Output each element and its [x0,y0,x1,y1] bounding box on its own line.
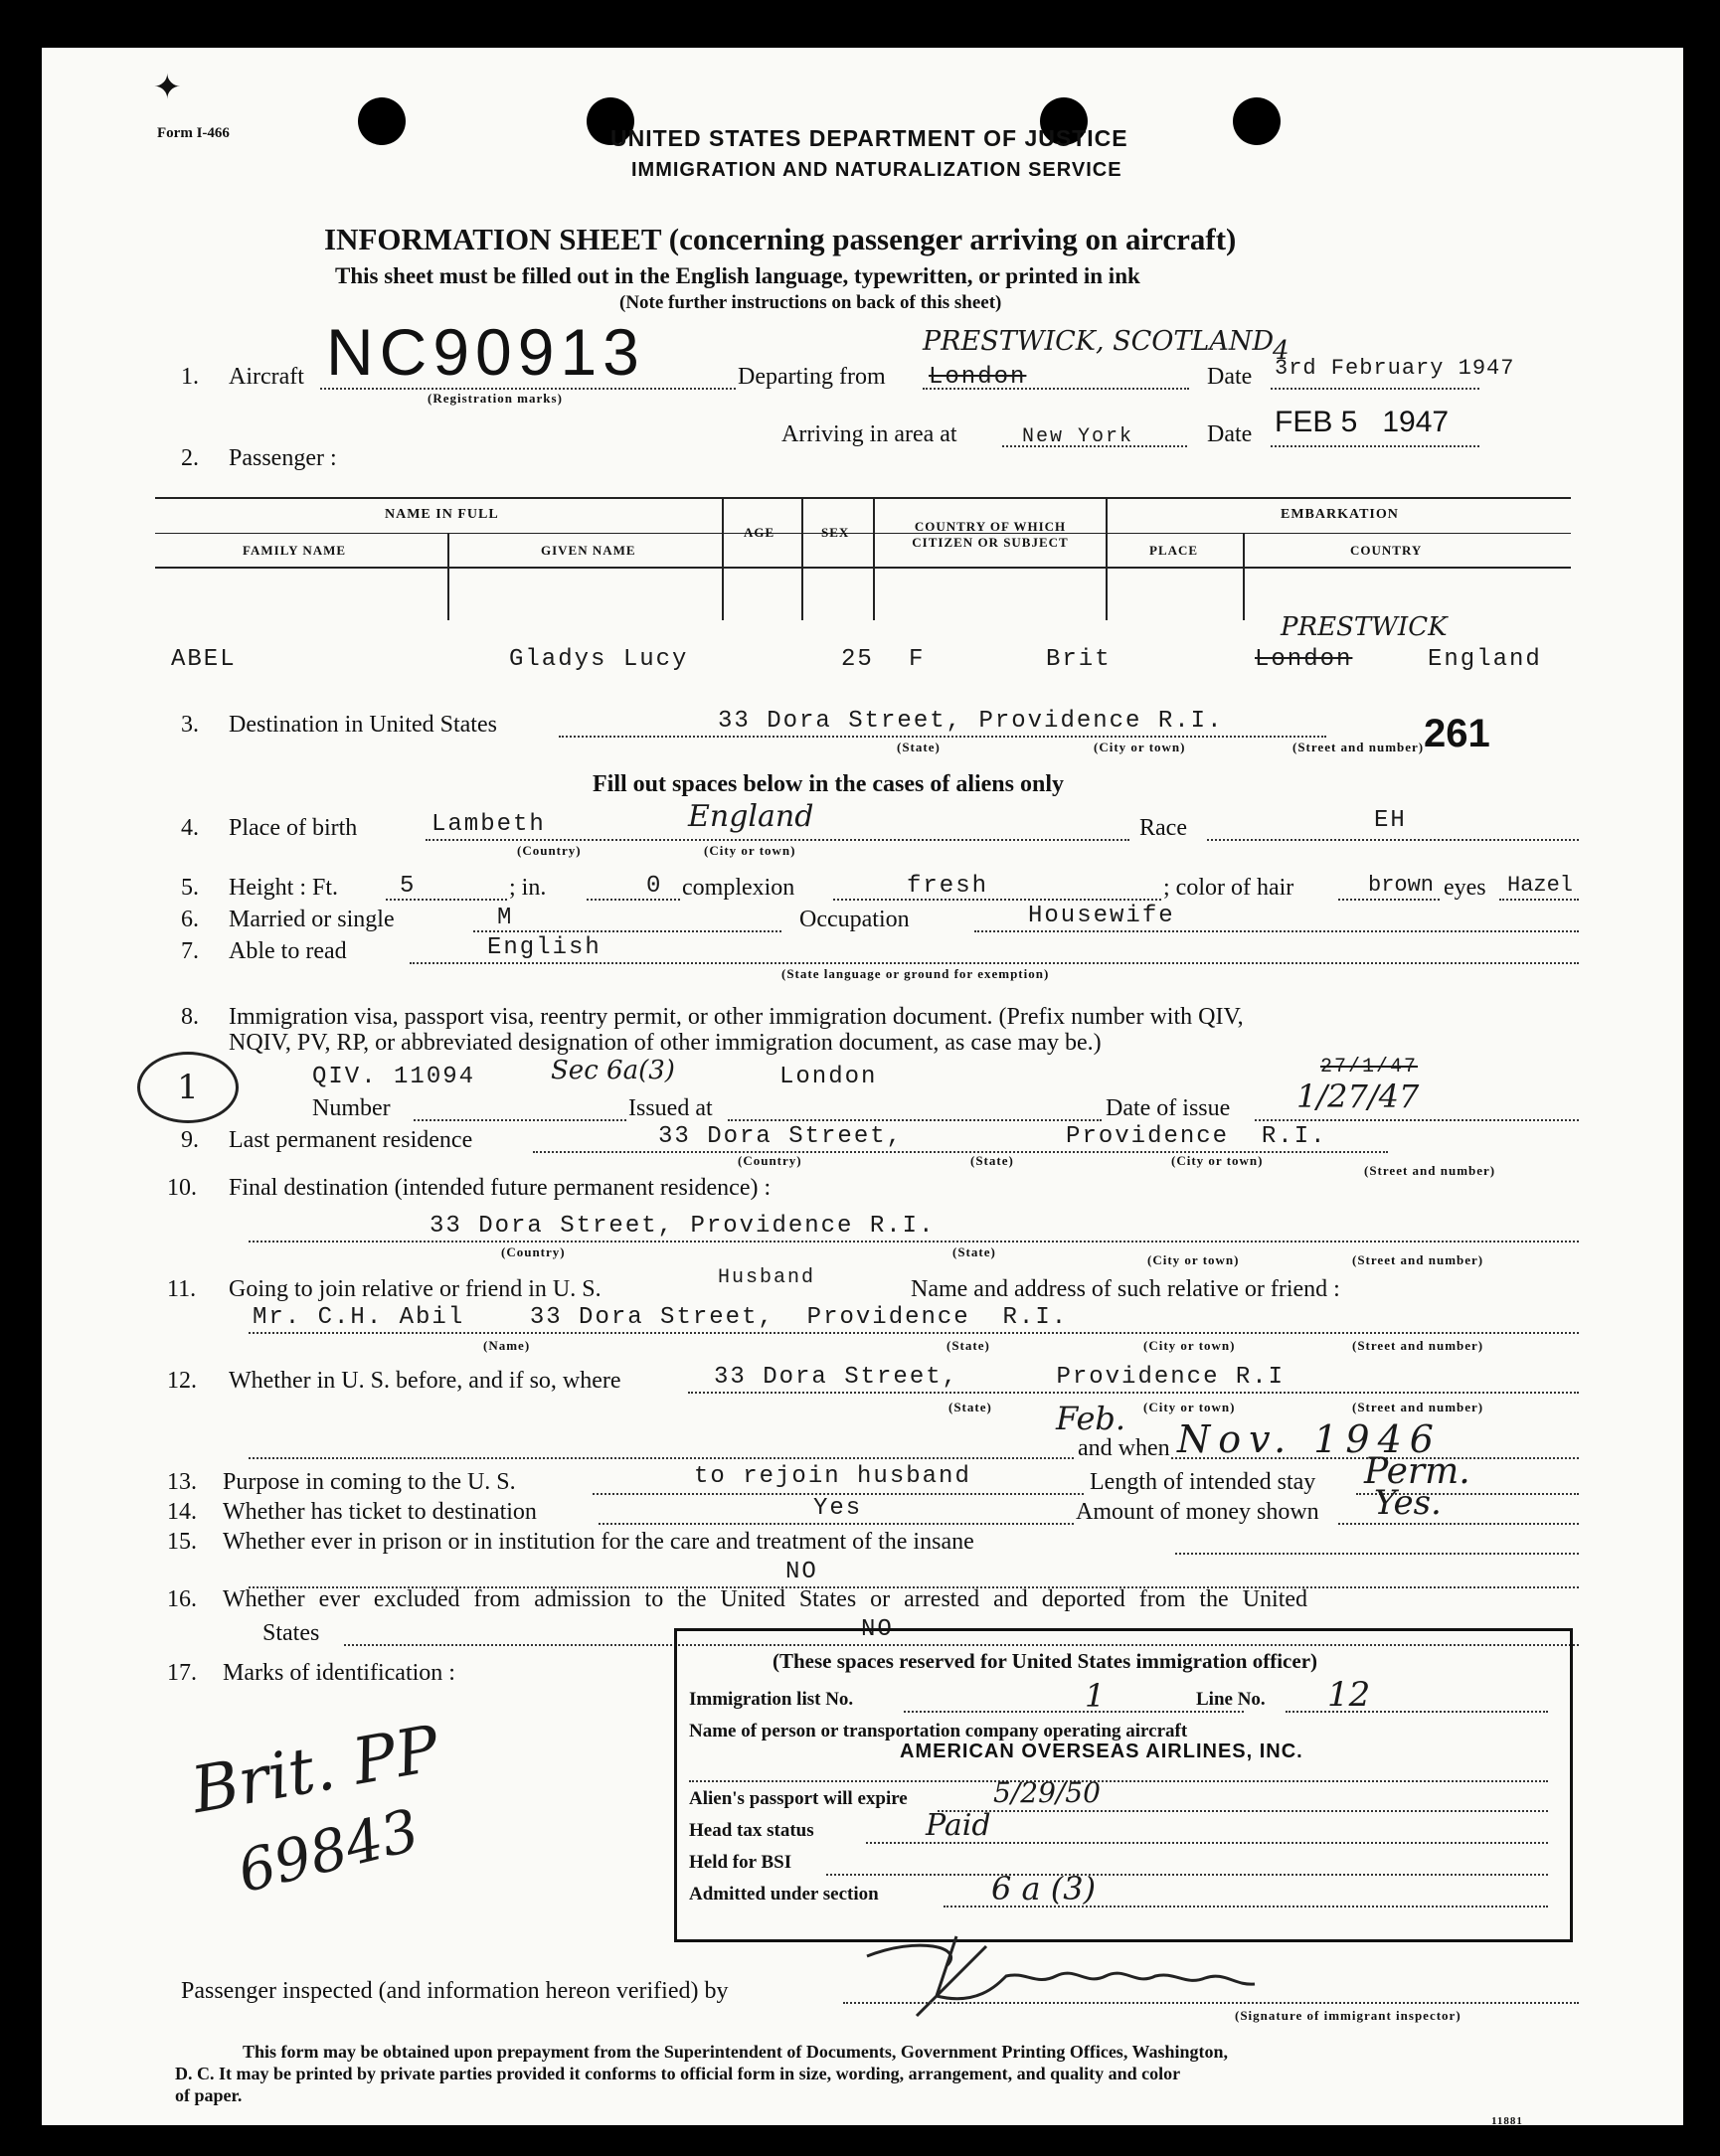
money-value: Yes. [1374,1483,1442,1523]
q16-number: 16. [167,1586,197,1612]
identification-hand-1: Brit. PP [186,1712,445,1829]
list-number-value: 1 [1085,1677,1106,1715]
when-label: and when [1078,1435,1170,1461]
officer-box [674,1628,1573,1942]
officer-heading: (These spaces reserved for United States immigration officer) [773,1649,1318,1673]
caption-country: (Country) [501,1244,566,1259]
visa-text-1: Immigration visa, passport visa, reentry permit, or other immigration document. (Prefix number with QIV, [229,1004,1244,1030]
ink-smudge-icon: ✦ [153,68,182,107]
previous-stay-date: Nov. 1946 [1177,1417,1442,1461]
sex-cell: F [909,646,926,673]
ticket-label: Whether has ticket to destination [223,1499,537,1525]
q11-number: 11. [167,1276,197,1302]
eyes-value: Hazel [1507,873,1574,898]
place-header: PLACE [1149,543,1199,558]
caption-state: (State) [970,1153,1014,1168]
inches-label: ; in. [509,875,547,901]
issue-date-hand: 1/27/47 [1296,1078,1420,1115]
inspector-signature [857,1916,1275,2026]
embark-place-typed: London [1255,646,1353,673]
instruction-line: This sheet must be filled out in the English language, typewritten, or printed in ink [335,263,1140,288]
destination-label: Destination in United States [229,712,497,738]
caption-city: (City or town) [704,843,796,858]
caption-country: (Country) [517,843,582,858]
head-tax-label: Head tax status [689,1820,814,1841]
q1-number: 1. [181,364,199,390]
control-stamp: 261 [1424,712,1490,755]
stay-label: Length of intended stay [1090,1469,1316,1495]
bsi-label: Held for BSI [689,1852,792,1873]
read-caption: (State language or ground for exemption) [781,966,1050,981]
issue-date-label: Date of issue [1106,1095,1231,1121]
arriving-label: Arriving in area at [781,421,957,447]
q9-number: 9. [181,1127,199,1153]
form-number: Form I-466 [157,125,230,141]
department-title: UNITED STATES DEPARTMENT OF JUSTICE [610,125,1128,151]
q10-number: 10. [167,1175,197,1201]
hair-value: brown [1368,873,1435,898]
q4-number: 4. [181,815,199,841]
married-label: Married or single [229,907,395,932]
ticket-value: Yes [813,1495,863,1522]
footer-line-2: D. C. It may be printed by private parties provided it conforms to official form in size, wording, arrangement, and quality and color [175,2064,1181,2083]
sex-header: SEX [821,525,850,540]
caption-state: (State) [952,1244,996,1259]
line-number-label: Line No. [1196,1689,1266,1710]
caption-state: (State) [948,1400,992,1414]
height-feet: 5 [400,873,417,900]
embark-country-cell: England [1428,646,1542,673]
purpose-label: Purpose in coming to the U. S. [223,1469,516,1495]
birth-label: Place of birth [229,815,358,841]
departure-date-label: Date [1207,364,1253,390]
aliens-heading: Fill out spaces below in the cases of aliens only [593,771,1065,797]
punch-hole [358,97,406,145]
family-name-cell: ABEL [171,646,237,673]
visa-issued-value: London [779,1064,878,1090]
registration-caption: (Registration marks) [428,391,563,406]
purpose-value: to rejoin husband [694,1463,971,1490]
identification-label: Marks of identification : [223,1660,455,1686]
departing-label: Departing from [738,364,886,390]
caption-city: (City or town) [1171,1153,1264,1168]
read-value: English [487,934,602,961]
passport-expire-value: 5/29/50 [993,1776,1101,1809]
complexion-value: fresh [907,873,989,900]
visa-number-value: QIV. 11094 [312,1064,476,1090]
caption-state: (State) [897,740,941,754]
caption-street: (Street and number) [1352,1252,1484,1267]
q7-number: 7. [181,938,199,964]
line-number-value: 12 [1327,1675,1371,1715]
caption-street: (Street and number) [1352,1338,1484,1353]
excluded-value: NO [861,1616,894,1643]
caption-street: (Street and number) [1352,1400,1484,1414]
occupation-label: Occupation [799,907,910,932]
previous-stay-label: Whether in U. S. before, and if so, where [229,1368,621,1394]
q13-number: 13. [167,1469,197,1495]
aircraft-label: Aircraft [229,364,304,390]
excluded-label-2: States [262,1620,320,1646]
occupation-value: Housewife [1028,903,1175,929]
q17-number: 17. [167,1660,197,1686]
q14-number: 14. [167,1499,197,1525]
carrier-label: Name of person or transportation company operating aircraft [689,1721,1188,1741]
excluded-label: Whether ever excluded from admission to the United States or arrested and deported from the United [223,1586,1308,1612]
q12-number: 12. [167,1368,197,1394]
race-value: EH [1374,807,1407,834]
relative-address-value: Mr. C.H. Abil 33 Dora Street, Providence R.I. [253,1304,1069,1331]
birth-hand: England [688,799,814,834]
q8-number: 8. [181,1004,199,1030]
list-number-label: Immigration list No. [689,1689,854,1710]
birth-value: Lambeth [431,811,546,838]
carrier-stamp: AMERICAN OVERSEAS AIRLINES, INC. [900,1741,1303,1762]
departing-typed: London [929,364,1027,391]
departure-date: 3rd February 1947 [1275,356,1515,381]
hair-label: ; color of hair [1163,875,1294,901]
prison-label: Whether ever in prison or in institution for the care and treatment of the insane [223,1529,974,1555]
caption-city: (City or town) [1143,1400,1236,1414]
given-name-cell: Gladys Lucy [509,646,689,673]
caption-state: (State) [946,1338,990,1353]
service-title: IMMIGRATION AND NATURALIZATION SERVICE [631,159,1122,181]
caption-city: (City or town) [1094,740,1186,754]
prison-value: NO [785,1559,818,1585]
last-residence-label: Last permanent residence [229,1127,473,1153]
relative-address-label: Name and address of such relative or friend : [911,1276,1340,1302]
arrival-date-stamp: FEB 5 1947 [1275,406,1450,438]
issued-at-label: Issued at [628,1095,713,1121]
visa-text-2: NQIV, PV, RP, or abbreviated designation of other immigration document, as case may be.) [229,1030,1102,1056]
caption-street: (Street and number) [1292,740,1425,754]
arriving-value: New York [1022,425,1134,448]
married-value: M [497,905,514,931]
admitted-label: Admitted under section [689,1884,879,1905]
age-cell: 25 [841,646,874,673]
identification-hand-2: 69843 [231,1795,427,1907]
given-name-header: GIVEN NAME [541,543,636,558]
admitted-value: 6 a (3) [991,1870,1097,1907]
embarkation-header: EMBARKATION [1281,507,1399,522]
height-label: Height : Ft. [229,875,339,901]
race-label: Race [1139,815,1187,841]
footer-line-3: of paper. [175,2085,243,2105]
caption-country: (Country) [738,1153,802,1168]
departing-handwritten: PRESTWICK, SCOTLAND [923,326,1275,357]
footer-code: 11881 [1491,2115,1523,2127]
citizen-cell: Brit [1046,646,1112,673]
caption-street: (Street and number) [1364,1163,1496,1178]
family-name-header: FAMILY NAME [243,543,347,558]
destination-value: 33 Dora Street, Providence R.I. [718,708,1224,735]
q3-number: 3. [181,712,199,738]
final-destination-label: Final destination (intended future permanent residence) : [229,1175,772,1201]
q15-number: 15. [167,1529,197,1555]
previous-stay-month: Feb. [1056,1400,1126,1437]
money-label: Amount of money shown [1076,1499,1319,1525]
q6-number: 6. [181,907,199,932]
height-inches: 0 [646,873,663,900]
previous-stay-value: 33 Dora Street, Providence R.I [714,1364,1286,1391]
country-header: COUNTRY [1350,543,1423,558]
visa-section-hand: Sec 6a(3) [551,1056,675,1085]
head-tax-value: Paid [926,1808,991,1843]
passenger-label: Passenger : [229,445,337,471]
last-residence-value: 33 Dora Street, Providence R.I. [658,1123,1327,1150]
inspected-label: Passenger inspected (and information hereon verified) by [181,1978,729,2004]
passport-expire-label: Alien's passport will expire [689,1788,908,1809]
departure-date-hand: 4 [1273,336,1290,366]
embark-place-hand: PRESTWICK [1281,612,1448,642]
number-label: Number [312,1095,391,1121]
read-label: Able to read [229,938,347,964]
citizen-header: COUNTRY OF WHICH CITIZEN OR SUBJECT [912,519,1069,550]
final-destination-value: 33 Dora Street, Providence R.I. [430,1213,936,1240]
page-title: INFORMATION SHEET (concerning passenger arriving on aircraft) [324,222,1237,256]
punch-hole [1233,97,1281,145]
arrival-date-label: Date [1207,421,1253,447]
q5-number: 5. [181,875,199,901]
caption-name: (Name) [483,1338,531,1353]
circled-number: 1 [137,1052,239,1123]
eyes-label: eyes [1444,875,1486,901]
instruction-note: (Note further instructions on back of this sheet) [619,292,1002,313]
issue-date-typed: 27/1/47 [1320,1056,1419,1078]
relative-type: Husband [718,1266,816,1289]
name-in-full-header: NAME IN FULL [385,507,499,522]
form-sheet [42,48,1683,2125]
aircraft-registration: NC90913 [326,315,645,389]
q2-number: 2. [181,445,199,471]
caption-city: (City or town) [1143,1338,1236,1353]
signature-caption: (Signature of immigrant inspector) [1235,2008,1462,2023]
age-header: AGE [744,525,775,540]
complexion-label: complexion [682,875,795,901]
join-relative-label: Going to join relative or friend in U. S. [229,1276,602,1302]
stay-value: Perm. [1364,1451,1470,1492]
caption-city: (City or town) [1147,1252,1240,1267]
footer-line-1: This form may be obtained upon prepayment from the Superintendent of Documents, Government Printing Offices, Washington, [243,2042,1229,2062]
